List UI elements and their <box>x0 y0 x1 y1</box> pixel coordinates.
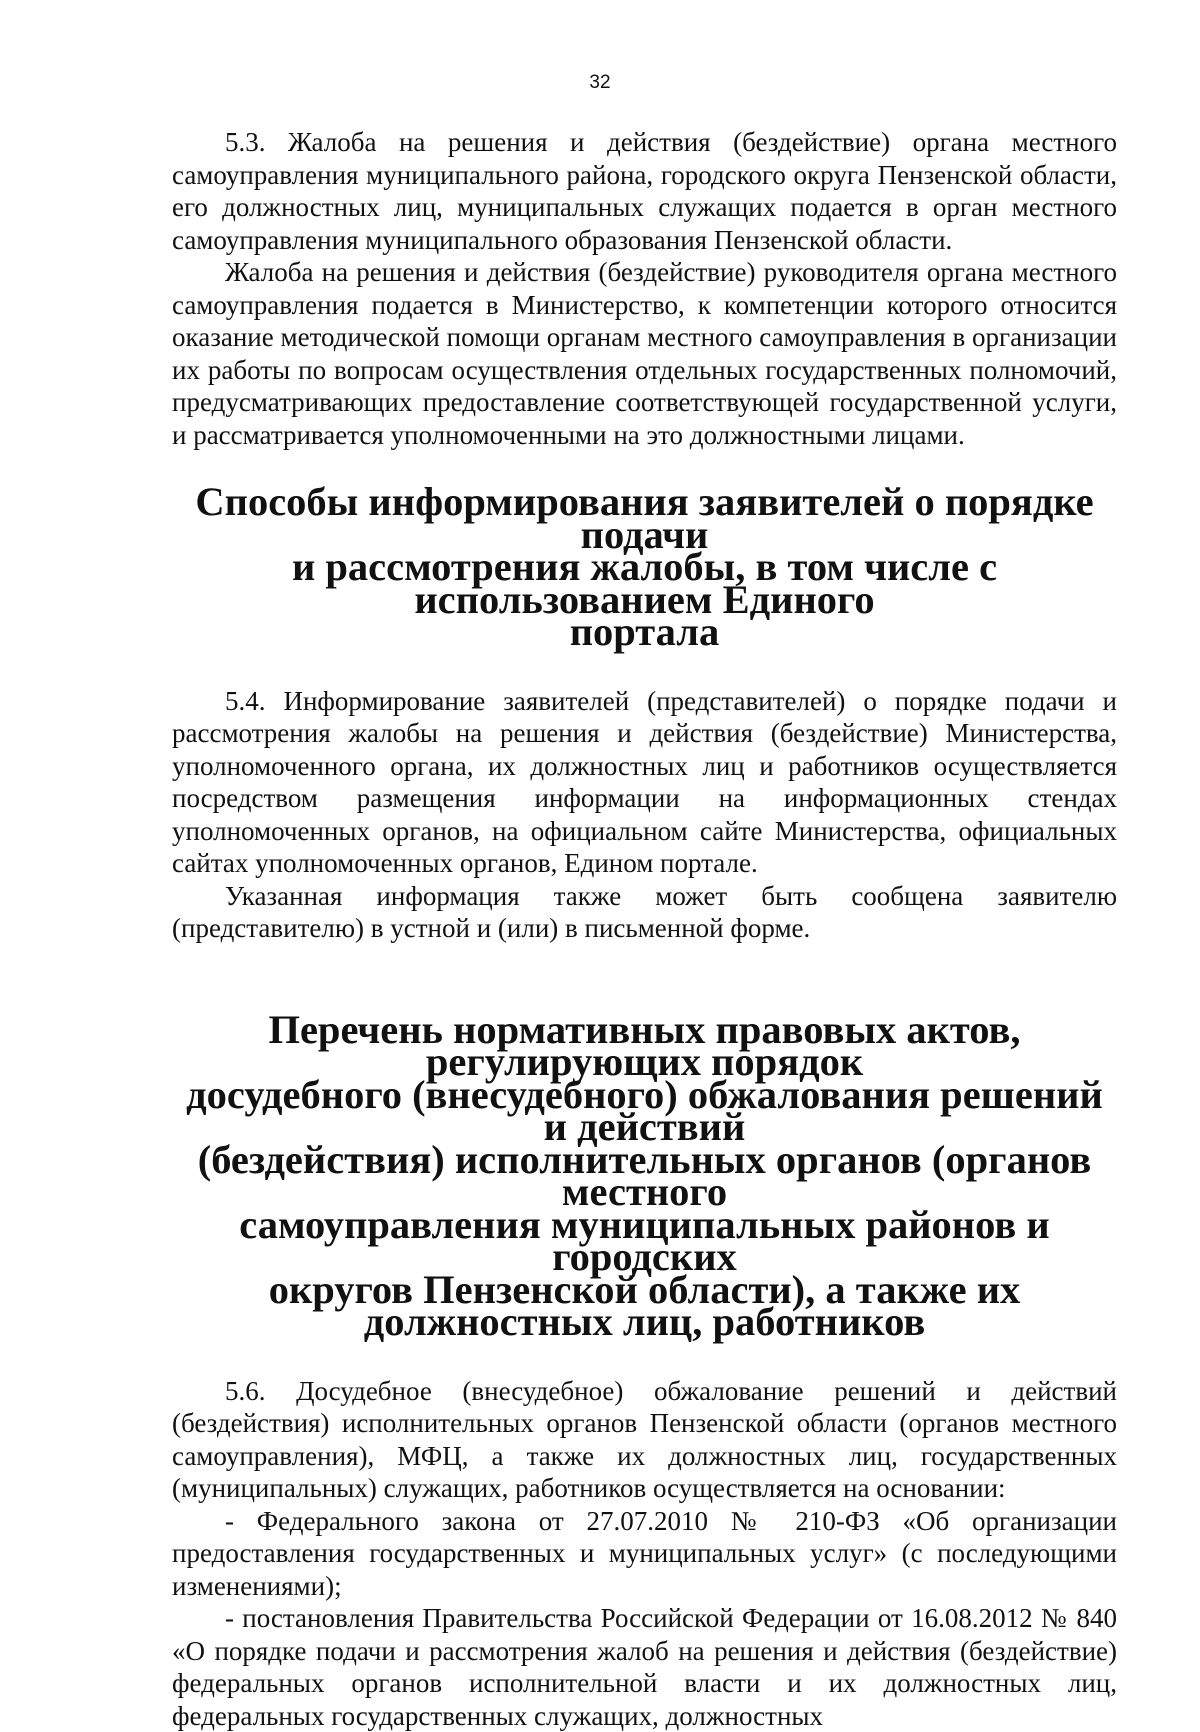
paragraph-5-4-oral-written: Указанная информация также может быть сообщена заявителю (представителю) в устной и (или) в письменной форме. <box>172 880 1117 943</box>
heading-informing-methods <box>172 479 1117 654</box>
list-item-government-decree-840: - постановления Правительства Российской Федерации от 16.08.2012 № 840 «О порядке подачи и рассмотрения жалоб на решения и действия (бездействие) федеральных органов исполнительной власти и их должностных лиц, федеральных государственных служащих, должностных <box>172 1603 1117 1731</box>
page-number: 32 <box>589 72 611 93</box>
heading-line: досудебного (внесудебного) обжалования решений и действий <box>186 1071 1103 1149</box>
paragraph-5-4: 5.4. Информирование заявителей (представителей) о порядке подачи и рассмотрения жалобы на решения и действия (бездействие) Министерства, уполномоченного органа, их должностных лиц и работников осуществляется посредством размещения информации на информационных стендах уполномоченных органов, на официальном сайте Министерства, официальных сайтах уполномоченных органов, Едином портале. <box>172 685 1117 878</box>
heading-line: округов Пензенской области), а также их должностных лиц, работников <box>268 1266 1021 1344</box>
paragraph-5-3: 5.3. Жалоба на решения и действия (бездействие) органа местного самоуправления муниципального района, городского округа Пензенской области, его должностных лиц, муниципальных служащих подается в орган местного самоуправления муниципального образования Пензенской области. <box>172 127 1117 255</box>
paragraph-5-6: 5.6. Досудебное (внесудебное) обжалование решений и действий (бездействия) исполнительных органов Пензенской области (органов местного самоуправления), МФЦ, а также их должностных лиц, государственных (муниципальных) служащих, работников осуществляется на основании: <box>172 1375 1117 1503</box>
heading-line: Способы информирования заявителей о порядке подачи <box>195 479 1094 557</box>
heading-line: Перечень нормативных правовых актов, регулирующих порядок <box>268 1006 1021 1084</box>
page-content <box>172 126 1117 1732</box>
heading-line: портала <box>569 609 720 654</box>
paragraph-5-3-appeal-to-ministry: Жалоба на решения и действия (бездействие) руководителя органа местного самоуправления подается в Министерство, к компетенции которого относится оказание методической помощи органам местного самоуправления в организации их работы по вопросам осуществления отдельных государственных полномочий, предусматривающих предоставление соответствующей государственной услуги, и рассматривается уполномоченными на это должностными лицами. <box>172 257 1117 450</box>
heading-line: самоуправления муниципальных районов и городских <box>239 1201 1050 1279</box>
heading-line: и рассмотрения жалобы, в том числе с использованием Единого <box>291 544 998 622</box>
list-item-federal-law-210: - Федерального закона от 27.07.2010 № 210-ФЗ «Об организации предоставления государственных и муниципальных услуг» (с последующими изменениями); <box>172 1505 1117 1601</box>
heading-line: (бездействия) исполнительных органов (органов местного <box>197 1136 1092 1214</box>
heading-legal-acts-list <box>172 1006 1117 1344</box>
